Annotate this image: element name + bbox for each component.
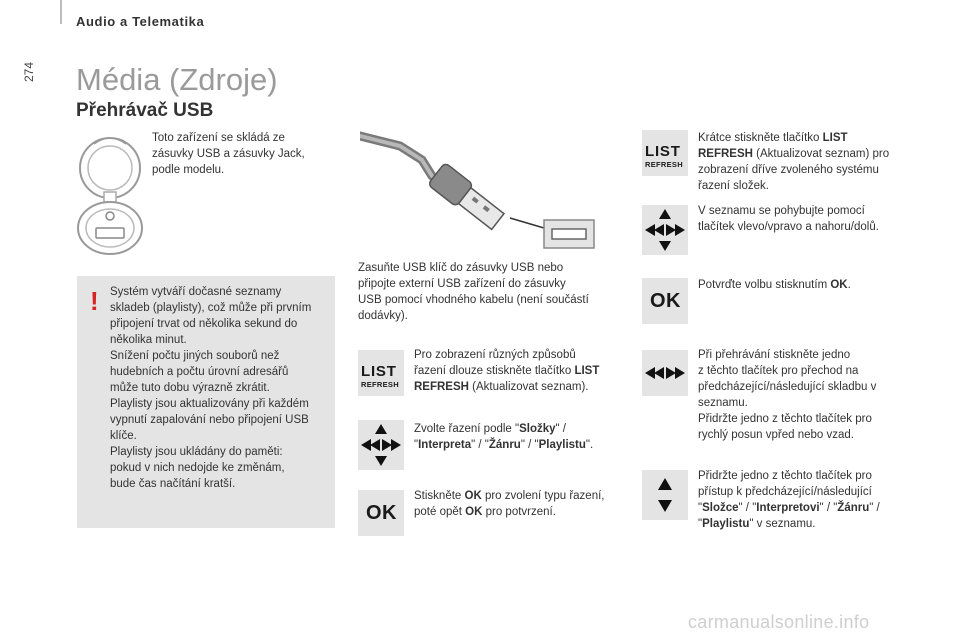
refresh-label: REFRESH xyxy=(361,380,399,389)
note-line: skladeb (playlisty), což může při prvním xyxy=(110,302,312,314)
usb-jack-socket-illustration xyxy=(74,130,146,256)
usb-text-line: připojte externí USB zařízení do zásuvky xyxy=(358,278,566,290)
usb-text-line: dodávky). xyxy=(358,310,408,322)
page-title: Média (Zdroje) xyxy=(76,62,278,97)
usb-text-line: Zasuňte USB klíč do zásuvky USB nebo xyxy=(358,262,564,274)
direction-keys-image xyxy=(358,420,404,470)
note-line: připojení trvat od několika sekund do xyxy=(110,318,298,330)
step-sort-long-press xyxy=(414,347,629,395)
section-header: Audio a Telematika xyxy=(76,14,205,29)
note-line: může tuto dobu výrazně zkrátit. xyxy=(110,382,270,394)
note-line: Systém vytváří dočasné seznamy xyxy=(110,286,282,298)
step-folder-skip xyxy=(698,468,918,532)
usb-text-line: USB pomocí vhodného kabelu (není součástí xyxy=(358,294,589,306)
intro-text xyxy=(152,130,332,178)
step-line: V seznamu se pohybujte pomocí xyxy=(698,205,865,217)
warning-exclamation-icon: ! xyxy=(90,286,99,316)
ok-button-image xyxy=(642,278,688,324)
up-down-arrows-icon xyxy=(642,470,688,520)
note-line: Playlisty jsou ukládány do paměti: xyxy=(110,446,283,458)
note-line: pokud v nich nedojde ke změnám, xyxy=(110,462,285,474)
note-line: Playlisty jsou aktualizovány při každém xyxy=(110,398,309,410)
step-line: Zvolte řazení podle "Složky" / xyxy=(414,423,567,435)
note-line: několika minut. xyxy=(110,334,187,346)
refresh-label: REFRESH xyxy=(645,160,683,169)
step-line: REFRESH (Aktualizovat seznam). xyxy=(414,381,589,393)
step-line: předcházející/následující skladbu v xyxy=(698,381,877,393)
step-track-skip xyxy=(698,347,918,443)
section-subtitle: Přehrávač USB xyxy=(76,100,214,121)
note-line: bude čas načítání kratší. xyxy=(110,478,236,490)
step-line: "Interpreta" / "Žánru" / "Playlistu". xyxy=(414,439,594,451)
step-line: přístup k předcházející/následující xyxy=(698,486,872,498)
step-line: "Playlistu" v seznamu. xyxy=(698,518,816,530)
step-line: poté opět OK pro potvrzení. xyxy=(414,506,556,518)
step-line: "Složce" / "Interpretovi" / "Žánru" / xyxy=(698,502,880,514)
four-way-arrows-icon xyxy=(358,420,404,470)
step-line: Pro zobrazení různých způsobů xyxy=(414,349,576,361)
ok-button-image xyxy=(358,490,404,536)
list-refresh-button-image xyxy=(358,350,404,396)
four-way-arrows-icon xyxy=(642,205,688,255)
step-line: seznamu. xyxy=(698,397,748,409)
usb-plug-illustration xyxy=(360,130,600,255)
step-confirm-sort xyxy=(414,488,629,520)
list-refresh-button-image xyxy=(642,130,688,176)
direction-keys-image xyxy=(642,205,688,255)
step-line: zobrazení dříve zvoleného systému xyxy=(698,164,879,176)
list-label: LIST xyxy=(361,363,397,380)
step-line: Potvrďte volbu stisknutím OK. xyxy=(698,279,851,291)
note-line: vypnutí zapalování nebo připojení USB xyxy=(110,414,309,426)
ok-label: OK xyxy=(366,502,397,524)
step-confirm-choice xyxy=(698,277,918,293)
step-line: Krátce stiskněte tlačítko LIST xyxy=(698,132,848,144)
list-label: LIST xyxy=(645,143,681,160)
step-line: tlačítek vlevo/vpravo a nahoru/dolů. xyxy=(698,221,879,233)
step-select-sort xyxy=(414,421,629,453)
up-down-keys-image xyxy=(642,470,688,520)
step-navigate-list xyxy=(698,203,918,235)
page-number: 274 xyxy=(22,61,36,82)
step-line: řazení dlouze stiskněte tlačítko LIST xyxy=(414,365,600,377)
left-right-arrows-icon xyxy=(642,350,688,396)
step-line: z těchto tlačítek pro přechod na xyxy=(698,365,859,377)
left-right-keys-image xyxy=(642,350,688,396)
intro-line: Toto zařízení se skládá ze xyxy=(152,132,285,144)
note-text xyxy=(110,284,332,492)
intro-line: podle modelu. xyxy=(152,164,225,176)
step-line: Stiskněte OK pro zvolení typu řazení, xyxy=(414,490,605,502)
note-line: klíče. xyxy=(110,430,137,442)
intro-line: zásuvky USB a zásuvky Jack, xyxy=(152,148,305,160)
note-line: hudebních a počtu úrovní adresářů xyxy=(110,366,289,378)
watermark: carmanualsonline.info xyxy=(688,612,870,632)
step-line: rychlý posun vpřed nebo vzad. xyxy=(698,429,854,441)
ok-label: OK xyxy=(650,290,681,312)
header-rule xyxy=(60,0,62,24)
step-line: řazení složek. xyxy=(698,180,769,192)
step-line: Přidržte jedno z těchto tlačítek pro xyxy=(698,413,872,425)
step-short-press-list xyxy=(698,130,918,194)
usb-connect-text xyxy=(358,260,628,324)
step-line: REFRESH (Aktualizovat seznam) pro xyxy=(698,148,890,160)
step-line: Přidržte jedno z těchto tlačítek pro xyxy=(698,470,872,482)
step-line: Při přehrávání stiskněte jedno xyxy=(698,349,851,361)
note-line: Snížení počtu jiných souborů než xyxy=(110,350,280,362)
